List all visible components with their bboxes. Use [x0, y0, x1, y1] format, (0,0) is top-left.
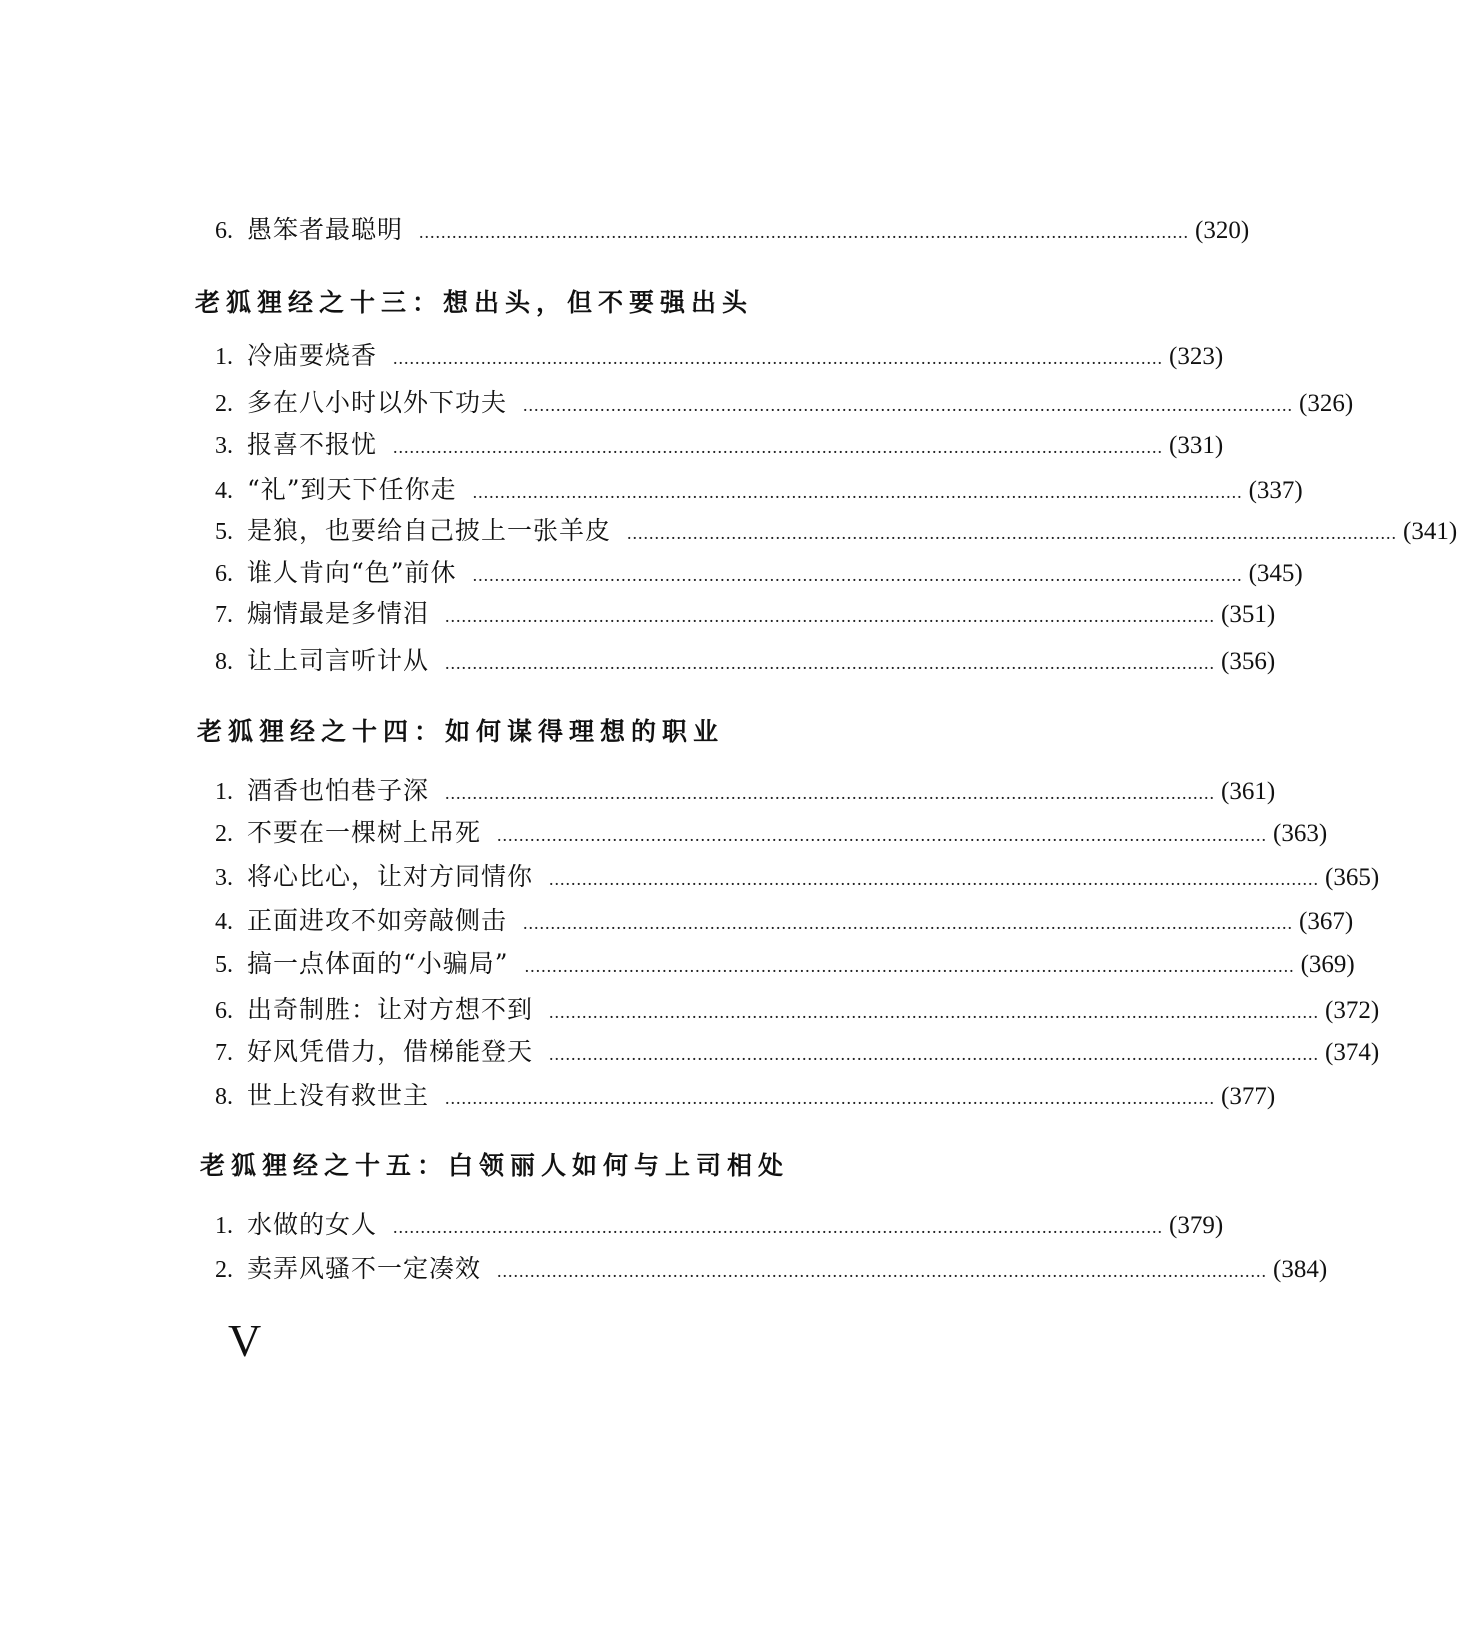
entry-number: 8. [215, 649, 233, 675]
toc-entry [215, 817, 1328, 851]
entry-title: 将心比心，让对方同情你 [247, 862, 534, 891]
dot-leader: ............................................................................................................................................ [445, 606, 1216, 626]
toc-entry [215, 515, 1457, 549]
entry-number: 5. [215, 952, 233, 978]
entry-number: 3. [215, 433, 233, 459]
dot-leader: ............................................................................................................................................ [445, 653, 1216, 673]
entry-title: 是狼，也要给自己披上一张羊皮 [247, 516, 612, 545]
toc-entry [215, 340, 1224, 374]
entry-number: 1. [215, 344, 233, 370]
entry-page-number: (365) [1325, 864, 1380, 891]
dot-leader: ............................................................................................................................................ [445, 783, 1216, 803]
dot-leader: ............................................................................................................................................ [472, 565, 1243, 585]
entry-number: 5. [215, 519, 233, 545]
toc-entry [215, 645, 1276, 679]
entry-number: 2. [215, 391, 233, 417]
section-heading: 老狐狸经之十四：如何谋得理想的职业 [197, 717, 725, 746]
toc-entry [215, 214, 1250, 248]
entry-page-number: (361) [1221, 778, 1276, 805]
entry-number: 8. [215, 1084, 233, 1110]
dot-leader: ............................................................................................................................................ [549, 1002, 1320, 1022]
entry-page-number: (356) [1221, 648, 1276, 675]
entry-number: 2. [215, 1257, 233, 1283]
toc-entry [215, 429, 1224, 463]
entry-number: 1. [215, 779, 233, 805]
toc-entry [215, 948, 1355, 982]
toc-entry [215, 1253, 1328, 1287]
entry-page-number: (384) [1273, 1256, 1328, 1283]
entry-title: 不要在一棵树上吊死 [247, 818, 482, 847]
entry-title: 谁人肯向“色”前休 [247, 558, 457, 587]
entry-number: 6. [215, 561, 233, 587]
entry-page-number: (367) [1299, 908, 1354, 935]
entry-number: 6. [215, 998, 233, 1024]
entry-title: 卖弄风骚不一定凑效 [247, 1254, 482, 1283]
entry-title: 冷庙要烧香 [247, 341, 378, 370]
entry-page-number: (372) [1325, 997, 1380, 1024]
entry-number: 3. [215, 865, 233, 891]
dot-leader: ............................................................................................................................................ [445, 1088, 1216, 1108]
dot-leader: ............................................................................................................................................ [549, 1044, 1320, 1064]
dot-leader: ............................................................................................................................................ [497, 825, 1268, 845]
dot-leader: ............................................................................................................................................ [627, 523, 1398, 543]
page-folio: V [228, 1315, 262, 1366]
entry-title: 酒香也怕巷子深 [247, 776, 430, 805]
dot-leader: ............................................................................................................................................ [523, 395, 1294, 415]
dot-leader: ............................................................................................................................................ [393, 437, 1164, 457]
entry-title: 煽情最是多情泪 [247, 599, 430, 628]
entry-title: 世上没有救世主 [247, 1081, 430, 1110]
entry-title: “礼”到天下任你走 [247, 475, 457, 504]
entry-title: 让上司言听计从 [247, 646, 430, 675]
dot-leader: ............................................................................................................................................ [549, 869, 1320, 889]
toc-entry [215, 598, 1276, 632]
entry-number: 7. [215, 1040, 233, 1066]
entry-title: 搞一点体面的“小骗局” [247, 949, 509, 978]
entry-page-number: (351) [1221, 601, 1276, 628]
toc-entry [215, 1036, 1380, 1070]
entry-page-number: (337) [1248, 477, 1303, 504]
entry-page-number: (341) [1403, 518, 1457, 545]
toc-entry [215, 387, 1354, 421]
entry-page-number: (369) [1300, 951, 1355, 978]
entry-number: 6. [215, 218, 233, 244]
entry-page-number: (345) [1248, 560, 1303, 587]
entry-page-number: (320) [1195, 217, 1250, 244]
dot-leader: ............................................................................................................................................ [419, 222, 1190, 242]
dot-leader: ............................................................................................................................................ [523, 913, 1294, 933]
entry-title: 多在八小时以外下功夫 [247, 388, 508, 417]
entry-title: 愚笨者最聪明 [247, 215, 404, 244]
entry-page-number: (363) [1273, 820, 1328, 847]
entry-title: 好风凭借力，借梯能登天 [247, 1037, 534, 1066]
entry-number: 4. [215, 478, 233, 504]
toc-entry [215, 905, 1354, 939]
entry-number: 2. [215, 821, 233, 847]
toc-entry [215, 1209, 1224, 1243]
entry-title: 正面进攻不如旁敲侧击 [247, 906, 508, 935]
entry-number: 4. [215, 909, 233, 935]
entry-page-number: (377) [1221, 1083, 1276, 1110]
toc-entry [215, 474, 1303, 508]
entry-page-number: (323) [1169, 343, 1224, 370]
entry-title: 出奇制胜：让对方想不到 [247, 995, 534, 1024]
dot-leader: ............................................................................................................................................ [524, 956, 1295, 976]
section-heading: 老狐狸经之十五：白领丽人如何与上司相处 [200, 1151, 790, 1180]
toc-entry [215, 994, 1380, 1028]
section-heading: 老狐狸经之十三：想出头，但不要强出头 [195, 288, 754, 317]
dot-leader: ............................................................................................................................................ [497, 1261, 1268, 1281]
entry-number: 1. [215, 1213, 233, 1239]
entry-title: 报喜不报忧 [247, 430, 378, 459]
entry-page-number: (326) [1299, 390, 1354, 417]
dot-leader: ............................................................................................................................................ [393, 348, 1164, 368]
dot-leader: ............................................................................................................................................ [472, 482, 1243, 502]
toc-entry [215, 861, 1380, 895]
entry-page-number: (374) [1325, 1039, 1380, 1066]
entry-page-number: (379) [1169, 1212, 1224, 1239]
entry-title: 水做的女人 [247, 1210, 378, 1239]
entry-number: 7. [215, 602, 233, 628]
toc-entry [215, 775, 1276, 809]
toc-entry [215, 1080, 1276, 1114]
entry-page-number: (331) [1169, 432, 1224, 459]
toc-entry [215, 557, 1303, 591]
dot-leader: ............................................................................................................................................ [393, 1217, 1164, 1237]
